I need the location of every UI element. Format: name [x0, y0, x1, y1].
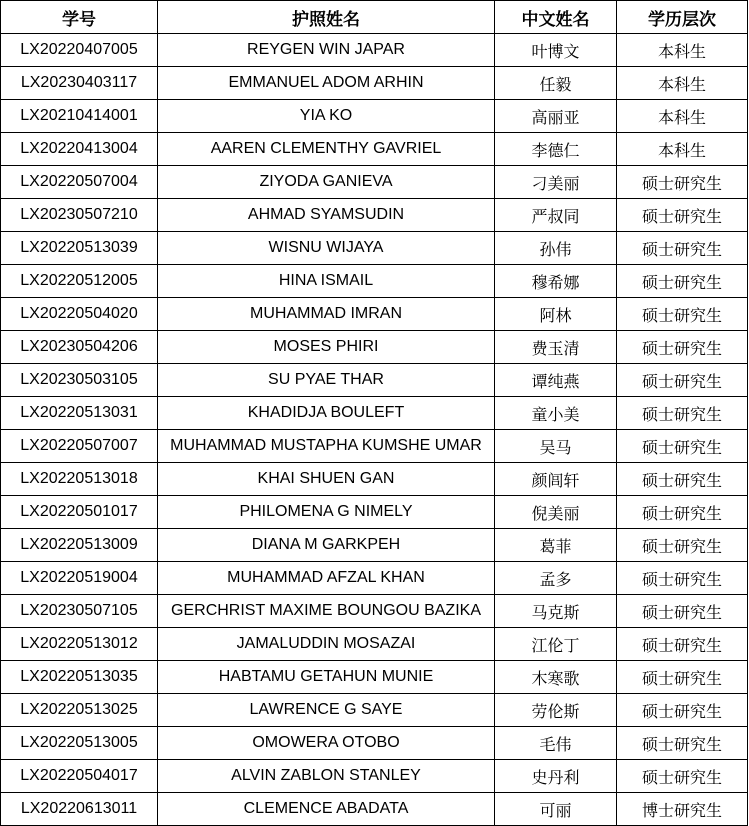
cell-degree-level: 本科生: [617, 34, 748, 67]
cell-student-id: LX20220413004: [1, 133, 158, 166]
table-row: [1, 166, 748, 199]
cell-student-id: LX20220501017: [1, 496, 158, 529]
table-row: [1, 331, 748, 364]
cell-student-id: LX20220513025: [1, 694, 158, 727]
cell-student-id: LX20220504020: [1, 298, 158, 331]
cell-student-id: LX20220613011: [1, 793, 158, 826]
cell-degree-level: 硕士研究生: [617, 595, 748, 628]
cell-degree-level: 硕士研究生: [617, 166, 748, 199]
cell-chinese-name: 孟多: [495, 562, 617, 595]
cell-passport-name: CLEMENCE ABADATA: [158, 793, 495, 826]
table-row: [1, 496, 748, 529]
cell-student-id: LX20230507210: [1, 199, 158, 232]
cell-student-id: LX20230503105: [1, 364, 158, 397]
cell-student-id: LX20220407005: [1, 34, 158, 67]
cell-chinese-name: 颜闾轩: [495, 463, 617, 496]
cell-passport-name: PHILOMENA G NIMELY: [158, 496, 495, 529]
cell-student-id: LX20220513035: [1, 661, 158, 694]
cell-passport-name: OMOWERA OTOBO: [158, 727, 495, 760]
header-row: [1, 1, 748, 34]
cell-student-id: LX20230504206: [1, 331, 158, 364]
cell-chinese-name: 葛菲: [495, 529, 617, 562]
table-row: [1, 397, 748, 430]
cell-chinese-name: 高丽亚: [495, 100, 617, 133]
cell-passport-name: WISNU WIJAYA: [158, 232, 495, 265]
header-student-id: 学号: [1, 1, 158, 34]
header-chinese-name: 中文姓名: [495, 1, 617, 34]
table-row: [1, 661, 748, 694]
cell-degree-level: 硕士研究生: [617, 496, 748, 529]
cell-chinese-name: 童小美: [495, 397, 617, 430]
cell-degree-level: 本科生: [617, 67, 748, 100]
cell-chinese-name: 可丽: [495, 793, 617, 826]
cell-chinese-name: 刁美丽: [495, 166, 617, 199]
cell-chinese-name: 阿林: [495, 298, 617, 331]
table-row: [1, 694, 748, 727]
cell-student-id: LX20220512005: [1, 265, 158, 298]
cell-degree-level: 博士研究生: [617, 793, 748, 826]
table-row: [1, 529, 748, 562]
cell-chinese-name: 江伦丁: [495, 628, 617, 661]
cell-student-id: LX20220507004: [1, 166, 158, 199]
cell-chinese-name: 任毅: [495, 67, 617, 100]
cell-passport-name: JAMALUDDIN MOSAZAI: [158, 628, 495, 661]
table-row: [1, 760, 748, 793]
table-row: [1, 727, 748, 760]
cell-degree-level: 硕士研究生: [617, 727, 748, 760]
cell-student-id: LX20220513031: [1, 397, 158, 430]
cell-degree-level: 硕士研究生: [617, 562, 748, 595]
cell-chinese-name: 穆希娜: [495, 265, 617, 298]
cell-student-id: LX20220513039: [1, 232, 158, 265]
table-row: [1, 265, 748, 298]
cell-passport-name: HINA ISMAIL: [158, 265, 495, 298]
cell-student-id: LX20230507105: [1, 595, 158, 628]
table-row: [1, 298, 748, 331]
cell-chinese-name: 倪美丽: [495, 496, 617, 529]
cell-degree-level: 硕士研究生: [617, 199, 748, 232]
cell-student-id: LX20210414001: [1, 100, 158, 133]
cell-degree-level: 本科生: [617, 100, 748, 133]
cell-passport-name: MOSES PHIRI: [158, 331, 495, 364]
cell-passport-name: MUHAMMAD MUSTAPHA KUMSHE UMAR: [158, 430, 495, 463]
cell-passport-name: YIA KO: [158, 100, 495, 133]
cell-chinese-name: 木寒歌: [495, 661, 617, 694]
cell-passport-name: REYGEN WIN JAPAR: [158, 34, 495, 67]
cell-chinese-name: 马克斯: [495, 595, 617, 628]
table-row: [1, 100, 748, 133]
cell-chinese-name: 毛伟: [495, 727, 617, 760]
cell-degree-level: 硕士研究生: [617, 364, 748, 397]
cell-student-id: LX20220504017: [1, 760, 158, 793]
cell-chinese-name: 孙伟: [495, 232, 617, 265]
cell-chinese-name: 严叔同: [495, 199, 617, 232]
cell-chinese-name: 叶博文: [495, 34, 617, 67]
cell-chinese-name: 吴马: [495, 430, 617, 463]
cell-passport-name: EMMANUEL ADOM ARHIN: [158, 67, 495, 100]
table-row: [1, 793, 748, 826]
cell-student-id: LX20220513009: [1, 529, 158, 562]
cell-student-id: LX20220513012: [1, 628, 158, 661]
cell-passport-name: SU PYAE THAR: [158, 364, 495, 397]
cell-degree-level: 硕士研究生: [617, 232, 748, 265]
cell-passport-name: DIANA M GARKPEH: [158, 529, 495, 562]
table-row: [1, 562, 748, 595]
header-passport-name: 护照姓名: [158, 1, 495, 34]
table-row: [1, 133, 748, 166]
cell-passport-name: ZIYODA GANIEVA: [158, 166, 495, 199]
table-row: [1, 232, 748, 265]
header-degree-level: 学历层次: [617, 1, 748, 34]
cell-chinese-name: 费玉清: [495, 331, 617, 364]
cell-student-id: LX20230403117: [1, 67, 158, 100]
cell-degree-level: 硕士研究生: [617, 529, 748, 562]
cell-chinese-name: 李德仁: [495, 133, 617, 166]
cell-degree-level: 硕士研究生: [617, 298, 748, 331]
table-row: [1, 199, 748, 232]
table-row: [1, 628, 748, 661]
cell-degree-level: 硕士研究生: [617, 760, 748, 793]
table-row: [1, 430, 748, 463]
cell-chinese-name: 谭纯燕: [495, 364, 617, 397]
cell-chinese-name: 史丹利: [495, 760, 617, 793]
cell-passport-name: GERCHRIST MAXIME BOUNGOU BAZIKA: [158, 595, 495, 628]
cell-student-id: LX20220513018: [1, 463, 158, 496]
cell-student-id: LX20220513005: [1, 727, 158, 760]
cell-degree-level: 硕士研究生: [617, 331, 748, 364]
cell-degree-level: 硕士研究生: [617, 265, 748, 298]
cell-passport-name: AHMAD SYAMSUDIN: [158, 199, 495, 232]
cell-passport-name: KHAI SHUEN GAN: [158, 463, 495, 496]
cell-passport-name: ALVIN ZABLON STANLEY: [158, 760, 495, 793]
cell-student-id: LX20220519004: [1, 562, 158, 595]
cell-degree-level: 硕士研究生: [617, 463, 748, 496]
cell-degree-level: 硕士研究生: [617, 694, 748, 727]
table-row: [1, 34, 748, 67]
cell-passport-name: LAWRENCE G SAYE: [158, 694, 495, 727]
cell-passport-name: HABTAMU GETAHUN MUNIE: [158, 661, 495, 694]
cell-degree-level: 本科生: [617, 133, 748, 166]
cell-chinese-name: 劳伦斯: [495, 694, 617, 727]
table-body: [1, 34, 748, 826]
cell-student-id: LX20220507007: [1, 430, 158, 463]
cell-passport-name: MUHAMMAD AFZAL KHAN: [158, 562, 495, 595]
table-row: [1, 595, 748, 628]
table-row: [1, 364, 748, 397]
cell-passport-name: MUHAMMAD IMRAN: [158, 298, 495, 331]
cell-passport-name: AAREN CLEMENTHY GAVRIEL: [158, 133, 495, 166]
cell-degree-level: 硕士研究生: [617, 430, 748, 463]
table-row: [1, 67, 748, 100]
cell-degree-level: 硕士研究生: [617, 661, 748, 694]
cell-degree-level: 硕士研究生: [617, 397, 748, 430]
cell-passport-name: KHADIDJA BOULEFT: [158, 397, 495, 430]
table-row: [1, 463, 748, 496]
cell-degree-level: 硕士研究生: [617, 628, 748, 661]
